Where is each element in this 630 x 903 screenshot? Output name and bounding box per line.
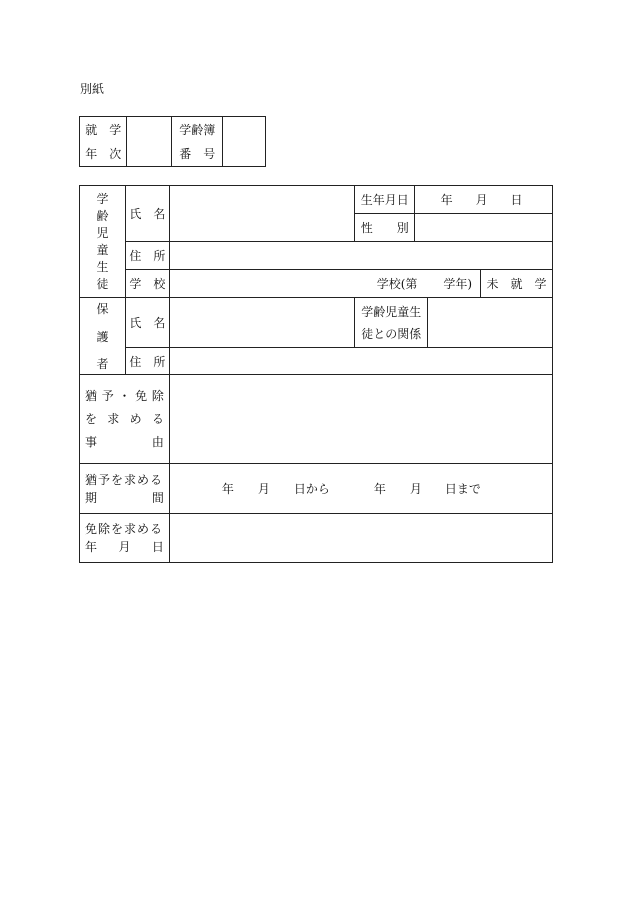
not-enrolled-option[interactable]: 未 就 学 [481, 270, 553, 298]
birth-year-unit: 年 [440, 193, 453, 207]
reason-char: 除 [151, 388, 164, 403]
child-sex-field[interactable] [415, 214, 553, 242]
child-birth-label: 生年月日 [355, 186, 415, 214]
period-end-day-unit: 日まで [444, 481, 481, 496]
reason-char: 免 [135, 388, 148, 403]
child-sex-label: 性 別 [355, 214, 415, 242]
child-school-field[interactable] [169, 270, 480, 298]
reason-char: 由 [151, 434, 164, 449]
period-start-month-unit: 月 [257, 481, 270, 496]
child-address-label: 住 所 [125, 242, 169, 270]
guardian-address-field[interactable] [169, 348, 552, 375]
relation-label-line1: 学齢児童生 [361, 304, 422, 319]
reason-char: る [151, 411, 164, 426]
grade-label-cell [80, 117, 127, 167]
child-name-label: 氏 名 [125, 186, 169, 242]
child-name-field[interactable] [169, 186, 354, 242]
register-label-line1: 学齢簿 [179, 122, 216, 137]
guardian-relation-label-cell [355, 298, 428, 348]
birth-day-unit: 日 [510, 193, 523, 207]
guardian-name-label: 氏 名 [125, 298, 169, 348]
child-school-label: 学 校 [125, 270, 169, 298]
child-group-char: 学 [96, 191, 109, 206]
grade-value-cell[interactable] [127, 117, 172, 167]
child-group-char: 児 [96, 225, 109, 240]
school-prefix: 学校(第 [376, 277, 418, 291]
child-birth-field[interactable] [415, 186, 553, 214]
period-label-line1: 猶予を求める [85, 472, 164, 487]
period-char: 期 [85, 490, 98, 505]
child-address-field[interactable] [169, 242, 552, 270]
reason-char: め [129, 411, 142, 426]
reason-field[interactable] [169, 375, 552, 464]
exemption-char: 月 [118, 540, 131, 554]
register-value-cell[interactable] [222, 117, 265, 167]
period-start-day-unit: 日から [293, 481, 330, 496]
exemption-char: 年 [85, 540, 98, 554]
guardian-group-char: 保 [96, 302, 109, 316]
reason-char: 事 [85, 434, 98, 449]
guardian-address-label: 住 所 [125, 348, 169, 375]
child-group-char: 徒 [96, 276, 109, 291]
application-form-table [79, 185, 553, 563]
reason-char: を [85, 411, 98, 426]
school-suffix: 学年) [443, 277, 473, 291]
reason-char: ・ [118, 388, 131, 403]
grade-label-line1: 就 学 [85, 122, 122, 137]
reason-char: 予 [101, 388, 114, 403]
exemption-date-field[interactable] [169, 514, 552, 563]
birth-month-unit: 月 [475, 193, 488, 207]
period-char: 間 [151, 490, 164, 505]
period-field[interactable] [169, 464, 552, 514]
child-group-char: 生 [96, 259, 109, 274]
period-end-month-unit: 月 [409, 481, 422, 496]
period-end-year-unit: 年 [373, 481, 386, 496]
exemption-label-cell [80, 514, 170, 563]
child-group-label-cell [80, 186, 126, 298]
register-label-line2: 番 号 [179, 146, 216, 161]
guardian-relation-field[interactable] [428, 298, 553, 348]
guardian-group-label-cell [80, 298, 126, 375]
exemption-char: 日 [151, 540, 164, 554]
reason-label-cell [80, 375, 170, 464]
guardian-group-char: 者 [96, 357, 109, 371]
period-label-cell [80, 464, 170, 514]
reason-char: 求 [107, 411, 120, 426]
child-group-char: 童 [96, 242, 109, 257]
child-group-char: 齢 [96, 208, 109, 223]
period-start-year-unit: 年 [221, 481, 234, 496]
guardian-group-char: 護 [96, 329, 109, 344]
guardian-name-field[interactable] [169, 298, 354, 348]
grade-label-line2: 年 次 [85, 146, 122, 161]
page-heading: 別紙 [80, 82, 105, 96]
exemption-label-line1: 免除を求める [85, 522, 164, 536]
relation-label-line2: 徒との関係 [361, 326, 422, 341]
grade-register-table [79, 116, 266, 167]
reason-char: 猶 [85, 388, 98, 403]
register-label-cell [172, 117, 222, 167]
